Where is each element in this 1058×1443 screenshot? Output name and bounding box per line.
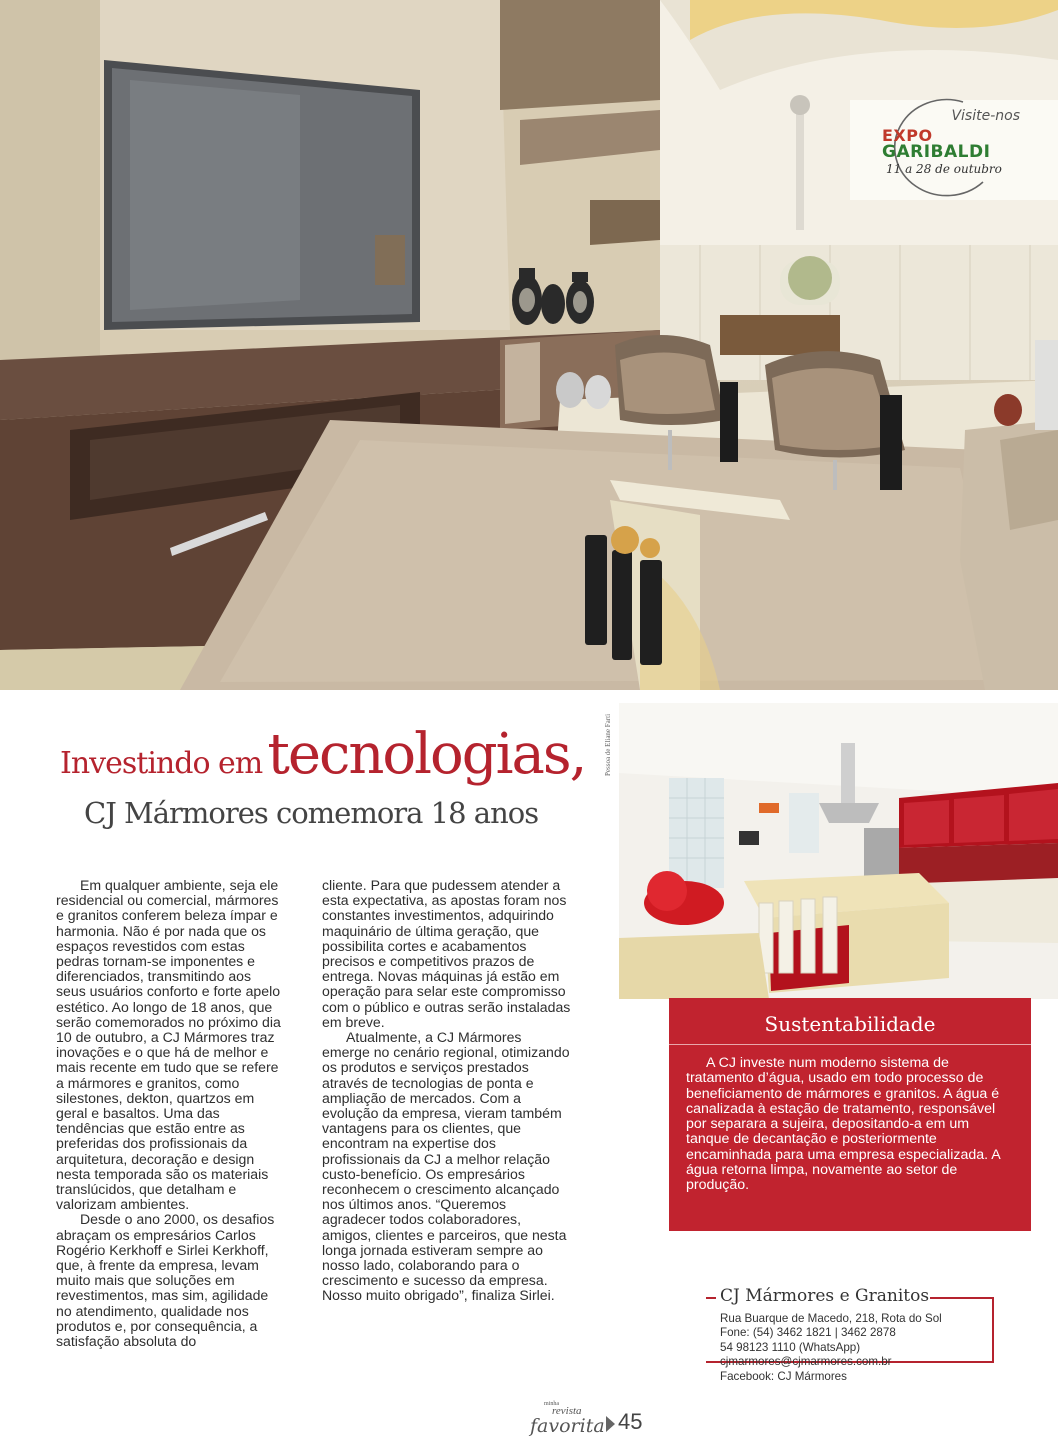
contact-address: Rua Buarque de Macedo, 218, Rota do Sol (720, 1312, 942, 1325)
headline-lead: Investindo em (60, 746, 263, 781)
badge-dates-text: 11 a 28 de outubro (886, 162, 1002, 176)
article-paragraph: Desde o ano 2000, os desafios abraçam os empresários Carlos Rogério Kerkhoff e Sirlei Kerkhoff, que, à frente da empresa, levam muito mais que soluções em revestimentos, mas sim, agilidade no atendimento, qualidade nos produtos e, por consequência, a satisfação absoluta do (56, 1211, 275, 1350)
article-paragraph: cliente. Para que pudessem atender a esta expectativa, as apostas foram nos constantes investimentos, adquirindo maquinário de última geração, que possibilita cortes e acabamentos precisos e competitivos prazos de entrega. Novas máquinas já estão em operação para selar este compromisso com o público e outras serão instaladas em breve. (322, 877, 571, 1030)
photo-credit: Pessoa de Eliane Farti (604, 713, 612, 776)
logo-minha: minha (544, 1401, 559, 1407)
sustainability-paragraph: A CJ investe num moderno sistema de tratamento d’água, usado em todo processo de beneficiamento de mármores e granitos. A água é canalizada à estação de tratamento, responsável por separara a sujeira, depositando-a em um tanque de decantação e posteriormente encaminhada para uma empresa especializada. A água retorna limpa, novamente ao setor de produção. (686, 1055, 1000, 1194)
hero-photo-living-room (0, 0, 1058, 690)
article-paragraph: Atualmente, a CJ Mármores emerge no cenário regional, otimizando os produtos e serviços prestados através de tecnologias de ponta e ampliação de mercados. Com a evolução da empresa, vieram também vantagens para os clientes, que encontram na expertise dos profissionais da CJ a melhor relação custo-benefício. Os empresários reconhecem o crescimento alcançado nos últimos anos. “Queremos agradecer todos colaboradores, amigos, clientes e parceiros, que nesta longa jornada estiveram sempre ao nosso lado, colaborando para o crescimento e sucesso da empresa. Nosso muito obrigado”, finaliza Sirlei. (322, 1029, 570, 1304)
badge-visit-text: Visite-nos (951, 108, 1020, 124)
contact-phone: Fone: (54) 3462 1821 | 3462 2878 (720, 1326, 896, 1340)
magazine-logo (530, 1400, 610, 1440)
contact-email: cjmarmores@cjmarmores.com.br (720, 1355, 892, 1369)
contact-whatsapp: 54 98123 1110 (WhatsApp) (720, 1340, 861, 1354)
page-number: 45 (618, 1409, 643, 1434)
sustainability-divider (669, 1044, 1031, 1045)
contact-frame-top-left (706, 1297, 716, 1299)
sustainability-box (669, 998, 1031, 1231)
logo-revista: revista (552, 1405, 582, 1417)
article-subtitle: CJ Mármores comemora 18 anos (84, 796, 539, 830)
logo-favorita: favorita (530, 1415, 605, 1437)
badge-expo-text: EXPO (882, 126, 933, 145)
kitchen-photo (619, 703, 1058, 999)
kitchen-illustration (619, 703, 1058, 999)
headline-emphasis: tecnologias, (267, 722, 586, 787)
sustainability-title: Sustentabilidade (764, 1012, 936, 1036)
contact-facebook: Facebook: CJ Mármores (720, 1369, 847, 1383)
sustainability-text (686, 1056, 1016, 1194)
contact-title: CJ Mármores e Granitos (720, 1286, 930, 1306)
contact-frame-top-right (930, 1297, 994, 1299)
article-headline (60, 722, 620, 787)
badge-garibaldi-text: GARIBALDI (882, 142, 991, 162)
article-paragraph: Em qualquer ambiente, seja ele residencial ou comercial, mármores e granitos conferem beleza ímpar e harmonia. Não é por nada que os espaços revestidos com estas pedras tornam-se imponentes e diferenciados, transmitindo aos seus usuários conforto e forte apelo estético. Ao longo de 18 anos, que serão comemorados no próximo dia 10 de outubro, a CJ Mármores traz inovações e o que há de melhor e mais recente em tudo que se refere a mármores e granitos, como silestones, dekton, quartzos em geral e basaltos. Uma das tendências que estão entre as preferidas dos profissionais da arquitetura, decoração e design nesta temporada são os materiais translúcidos, que detalham e valorizam ambientes. (56, 877, 281, 1213)
page-arrow-icon (606, 1416, 615, 1432)
article-column-2 (322, 878, 572, 1304)
expo-garibaldi-badge (868, 90, 1020, 200)
article-column-1 (56, 878, 284, 1349)
contact-details (720, 1312, 942, 1384)
